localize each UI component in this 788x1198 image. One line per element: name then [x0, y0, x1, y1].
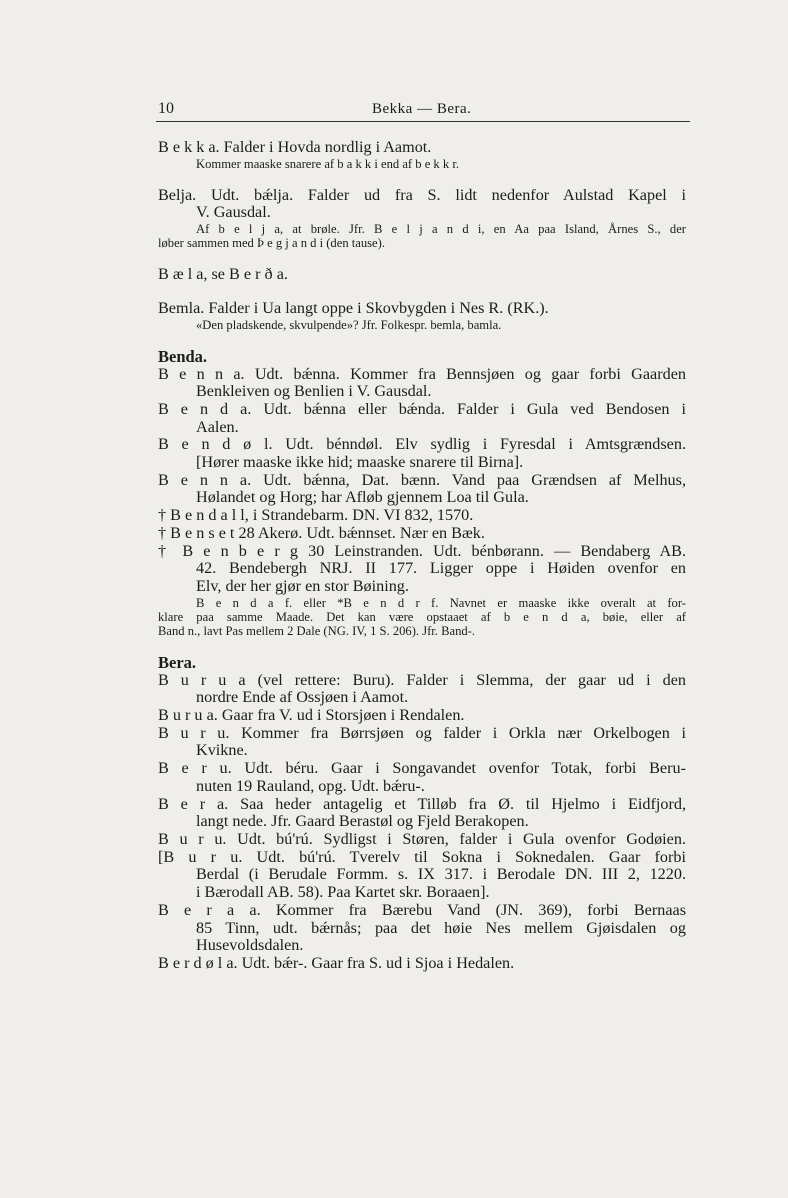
text-line: B e r a. Saa heder antagelig et Tilløb fra Ø. til Hjelmo i Eidfjord,	[158, 795, 686, 813]
header-rule	[156, 121, 690, 122]
text-line: Benkleiven og Benlien i V. Gausdal.	[196, 383, 432, 401]
text-line: Aalen.	[196, 418, 239, 436]
text-line: B e n d a. Udt. bǽnna eller bǽnda. Falder i Gula ved Bendosen i	[158, 400, 686, 418]
section-heading: Bera.	[158, 652, 197, 672]
text-line: Belja. Udt. bǽlja. Falder ud fra S. lidt nedenfor Aulstad Kapel i	[158, 186, 686, 204]
page-header	[158, 100, 688, 120]
text-line: B e n n a. Udt. bǽnna. Kommer fra Bennsjøen og gaar forbi Gaarden	[158, 365, 686, 383]
running-title: Bekka — Bera.	[372, 101, 472, 117]
note-line: Band n., lavt Pas mellem 2 Dale (NG. IV, 1 S. 206). Jfr. Band-.	[158, 623, 476, 638]
text-line: B u r u a (vel rettere: Buru). Falder i Slemma, der gaar ud i den	[158, 671, 686, 689]
text-line: Husevoldsdalen.	[196, 937, 304, 955]
text-line: Bemla. Falder i Ua langt oppe i Skovbygden i Nes R. (RK.).	[158, 299, 549, 317]
note-line: Kommer maaske snarere af b a k k i end af b e k k r.	[196, 156, 459, 171]
text-line: B u r u. Udt. bú'rú. Sydligst i Støren, falder i Gula ovenfor Godøien.	[158, 830, 686, 848]
note-line: Af b e l j a, at brøle. Jfr. B e l j a n d i, en Aa paa Island, Årnes S., der	[196, 222, 686, 237]
spacer	[158, 638, 686, 654]
spacer	[158, 284, 686, 300]
text-line: B e k k a. Falder i Hovda nordlig i Aamot.	[158, 139, 432, 156]
text-line: Berdal (i Berudale Formm. s. IX 317. i Berodale DN. III 2, 1220.	[196, 866, 686, 884]
text-line: 85 Tinn, udt. bǽrnås; paa det høie Nes mellem Gjøisdalen og	[196, 919, 686, 937]
text-line: langt nede. Jfr. Gaard Berastøl og Fjeld Berakopen.	[196, 813, 529, 831]
text-line: V. Gausdal.	[196, 204, 271, 222]
text-line: Elv, der her gjør en stor Bøining.	[196, 577, 409, 595]
text-line: B e r d ø l a. Udt. bǽr-. Gaar fra S. ud i Sjoa i Hedalen.	[158, 954, 515, 972]
text-line: † B e n s e t 28 Akerø. Udt. bǽnnset. Nær en Bæk.	[158, 524, 485, 542]
spacer	[158, 250, 686, 266]
page-body	[158, 139, 686, 973]
text-line: Kvikne.	[196, 742, 248, 760]
text-line: † B e n d a l l, i Strandebarm. DN. VI 832, 1570.	[158, 507, 474, 525]
text-line: [B u r u. Udt. bú'rú. Tverelv til Sokna i Soknedalen. Gaar forbi	[158, 848, 686, 866]
note-line: «Den pladskende, skvulpende»? Jfr. Folkespr. bemla, bamla.	[196, 317, 502, 332]
text-line: i Bærodall AB. 58). Paa Kartet skr. Boraaen].	[196, 884, 490, 902]
text-line: B e n n a. Udt. bǽnna, Dat. bænn. Vand paa Grændsen af Melhus,	[158, 471, 686, 489]
text-line: [Hører maaske ikke hid; maaske snarere til Birna].	[196, 454, 524, 472]
text-line: B e n d ø l. Udt. bénndøl. Elv sydlig i Fyresdal i Amtsgrændsen.	[158, 436, 686, 454]
text-line: Hølandet og Horg; har Afløb gjennem Loa til Gula.	[196, 489, 529, 507]
text-line: nuten 19 Rauland, opg. Udt. bǽru-.	[196, 777, 425, 795]
spacer	[158, 332, 686, 348]
text-line: B u r u. Kommer fra Børrsjøen og falder i Orkla nær Orkelbogen i	[158, 724, 686, 742]
text-line: B u r u a. Gaar fra V. ud i Storsjøen i Rendalen.	[158, 707, 465, 725]
note-line: løber sammen med Þ e g j a n d i (den tause).	[158, 236, 385, 251]
text-line: nordre Ende af Ossjøen i Aamot.	[196, 689, 409, 707]
note-line: klare paa samme Maade. Det kan være opstaaet af b e n d a, bøie, eller af	[158, 609, 686, 624]
text-line: 42. Bendebergh NRJ. II 177. Ligger oppe i Høiden ovenfor en	[196, 560, 686, 578]
text-line: B e r u. Udt. béru. Gaar i Songavandet ovenfor Totak, forbi Beru-	[158, 760, 686, 778]
note-line: B e n d a f. eller *B e n d r f. Navnet er maaske ikke overalt at for-	[196, 595, 686, 610]
text-line: † B e n b e r g 30 Leinstranden. Udt. bénbørann. — Bendaberg AB.	[158, 542, 686, 560]
spacer	[158, 171, 686, 187]
page-number: 10	[158, 100, 174, 117]
text-line: B æ l a, se B e r ð a.	[158, 266, 288, 284]
section-heading: Benda.	[158, 346, 208, 366]
text-line: B e r a a. Kommer fra Bærebu Vand (JN. 369), forbi Bernaas	[158, 901, 686, 919]
